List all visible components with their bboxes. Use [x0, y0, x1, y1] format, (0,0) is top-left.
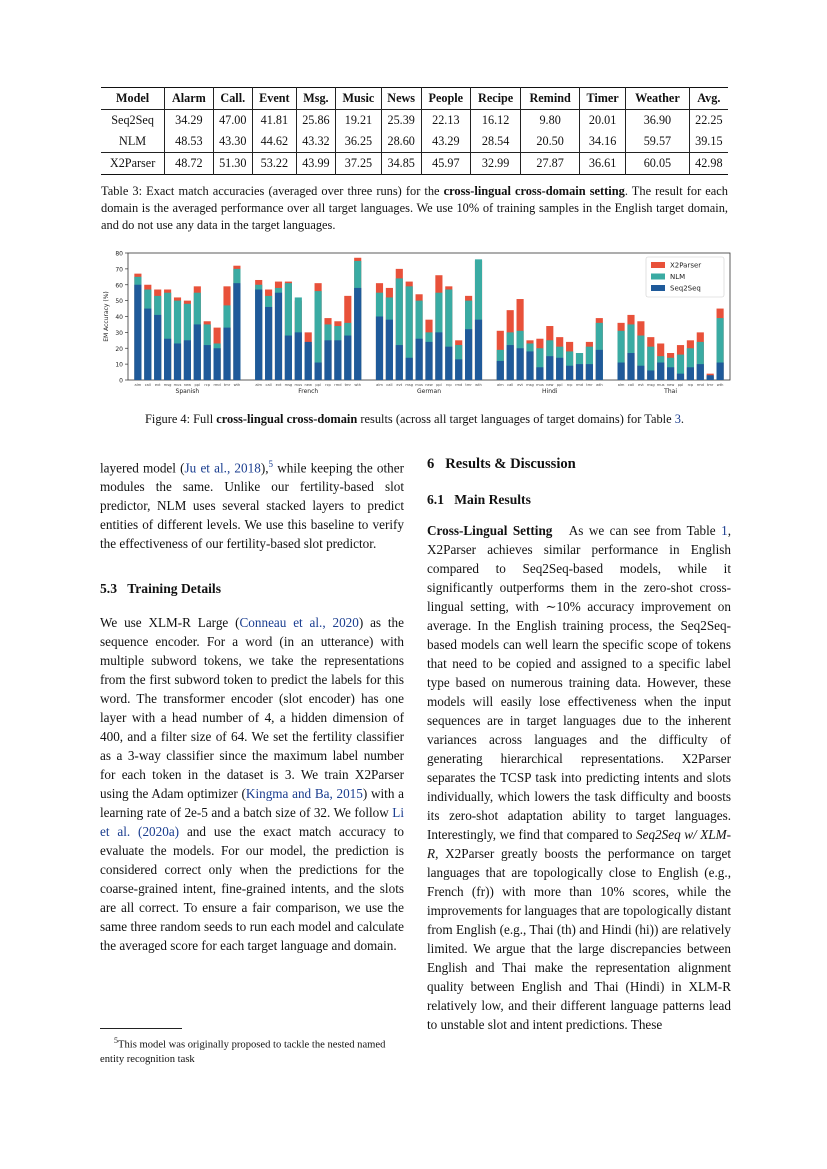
value-cell: 28.60 — [381, 131, 421, 153]
table-row — [101, 153, 728, 175]
x-tick-label: call — [265, 383, 272, 387]
value-cell: 48.72 — [165, 153, 213, 175]
x-tick-label: ppl — [556, 383, 563, 387]
language-label: German — [416, 388, 442, 395]
seq2seq-bar — [556, 358, 563, 380]
x-tick-label: mus — [294, 383, 303, 387]
x-tick-label: rmd — [213, 383, 221, 387]
x-tick-label: evt — [154, 383, 161, 387]
seq2seq-bar — [586, 364, 593, 380]
x-tick-label: msg — [646, 383, 655, 387]
left-column — [100, 455, 404, 955]
value-cell: 20.01 — [580, 110, 626, 132]
column-header: News — [381, 88, 421, 110]
value-cell: 47.00 — [213, 110, 252, 132]
x-tick-label: call — [144, 383, 151, 387]
seq2seq-bar — [174, 343, 181, 380]
seq2seq-bar — [566, 366, 573, 380]
legend-swatch — [651, 274, 665, 280]
x-tick-label: mus — [656, 383, 665, 387]
column-header: Remind — [521, 88, 580, 110]
y-tick-label: 70 — [115, 266, 123, 274]
x-tick-label: msg — [405, 383, 414, 387]
seq2seq-bar — [455, 359, 462, 380]
seq2seq-bar — [647, 370, 654, 380]
paragraph: Cross-Lingual Setting As we can see from Table 1, X2Parser achieves similar performance in English compared to Seq2Seq-based models, while it significantly outperforms them in the zero-shot cross-lingual setting, with ∼10% accuracy improvement on average. In the English training process, the Seq2Seq-based models can well learn the specific scope of tokens that need to be copied and assigned to a specific label type based on numerous training data. However, these models will easily lose effectiveness when the input sequences are in target languages due to the inherent variances across languages and the difficulty of generating hierarchical representations. X2Parser separates the TCSP task into predicting intents and slots individually, which lowers the task difficulty and boosts its zero-shot adaptation ability to target languages. Interestingly, we find that compared to Seq2Seq w/ XLM-R, X2Parser greatly boosts the performance on target languages that are topologically close to English (e.g., French (fr)) with more than 10% scores, while the improvements for languages that are topologically distant from English (e.g., Thai (th) and Hindi (hi)) are relatively limited. We argue that the large discrepancies between English and Thai make the representation alignment quality between English and Thai (Hindi) in XLM-R relatively low, and their different language patterns lead to unstable slot and intent predictions. These — [427, 523, 732, 1032]
seq2seq-bar — [194, 324, 201, 380]
seq2seq-bar — [445, 347, 452, 380]
seq2seq-bar — [637, 366, 644, 380]
seq2seq-bar — [717, 363, 724, 380]
value-cell: 43.30 — [213, 131, 252, 153]
seq2seq-bar — [265, 307, 272, 380]
legend-label: Seq2Seq — [670, 284, 701, 293]
seq2seq-bar — [627, 353, 634, 380]
value-cell: 36.61 — [580, 153, 626, 175]
table-ref-link[interactable]: 3 — [674, 412, 681, 426]
seq2seq-bar — [315, 363, 322, 380]
value-cell: 43.29 — [421, 131, 470, 153]
table-caption: Table 3: Exact match accuracies (averaged over three runs) for the cross-lingual cross-domain setting. The result for each domain is the averaged performance over all target languages. We use 10% of training samples in the English target domain, and do not use any data in the target languages. — [101, 184, 728, 232]
citation-link[interactable]: Conneau et al., 2020 — [239, 615, 359, 631]
model-name-cell: X2Parser — [101, 153, 165, 175]
x-tick-label: new — [666, 383, 675, 387]
y-tick-label: 0 — [119, 377, 123, 385]
value-cell: 32.99 — [470, 153, 520, 175]
x-tick-label: rcp — [566, 383, 573, 387]
y-tick-label: 50 — [115, 298, 123, 306]
x-tick-label: tmr — [586, 383, 593, 387]
seq2seq-bar — [475, 320, 482, 380]
seq2seq-bar — [707, 375, 714, 380]
footnote-marker[interactable]: 5 — [268, 459, 274, 469]
value-cell: 34.85 — [381, 153, 421, 175]
x-tick-label: rmd — [696, 383, 704, 387]
x-tick-label: evt — [638, 383, 644, 387]
column-header: Recipe — [470, 88, 520, 110]
column-header: Avg. — [689, 88, 728, 110]
seq2seq-bar — [526, 351, 533, 380]
x-tick-label: ppl — [194, 383, 201, 387]
x-tick-label: ppl — [315, 383, 321, 387]
value-cell: 53.22 — [253, 153, 297, 175]
x-tick-label: evt — [517, 383, 523, 387]
x-tick-label: mus — [536, 383, 544, 387]
value-cell: 19.21 — [336, 110, 382, 132]
seq2seq-bar — [425, 342, 432, 380]
x-tick-label: rmd — [334, 383, 342, 387]
value-cell: 36.90 — [626, 110, 689, 132]
y-axis-label: EM Accuracy (%) — [103, 291, 110, 342]
seq2seq-bar — [376, 317, 383, 381]
seq2seq-bar — [295, 332, 302, 380]
y-tick-label: 40 — [115, 314, 123, 321]
citation-link[interactable]: Ju et al., 2018 — [184, 460, 261, 476]
seq2seq-bar — [214, 348, 221, 380]
seq2seq-bar — [497, 361, 504, 380]
seq2seq-bar — [435, 332, 442, 380]
seq2seq-bar — [596, 350, 603, 380]
seq2seq-bar — [144, 309, 151, 380]
seq2seq-bar — [223, 328, 230, 380]
y-tick-label: 30 — [115, 329, 123, 337]
x-tick-label: ppl — [677, 383, 684, 387]
column-header: Timer — [580, 88, 626, 110]
x-tick-label: ppl — [436, 383, 442, 387]
x-tick-label: call — [627, 383, 635, 387]
x-tick-label: wth — [233, 383, 241, 387]
column-header: Music — [336, 88, 382, 110]
y-tick-label: 20 — [115, 345, 123, 353]
x-tick-label: tmr — [223, 383, 231, 387]
seq2seq-bar — [416, 339, 423, 380]
seq2seq-bar — [184, 340, 191, 380]
x-tick-label: rcp — [445, 383, 452, 387]
seq2seq-bar — [667, 367, 674, 380]
seq2seq-bar — [334, 340, 341, 380]
x-tick-label: wth — [716, 383, 724, 387]
seq2seq-bar — [517, 348, 524, 380]
column-header: Model — [101, 88, 165, 110]
y-tick-label: 10 — [115, 361, 123, 369]
seq2seq-bar — [687, 367, 694, 380]
value-cell: 45.97 — [421, 153, 470, 175]
legend-swatch — [651, 262, 665, 268]
value-cell: 42.98 — [689, 153, 728, 175]
table-row — [101, 110, 728, 132]
x-tick-label: rcp — [204, 383, 211, 387]
seq2seq-bar — [134, 285, 141, 380]
seq2seq-bar — [465, 329, 472, 380]
footnote-rule — [100, 1028, 182, 1029]
paragraph: layered model (Ju et al., 2018),$^5$ while keeping the other modules the same. Unlike our fertility-based slot predictor, NLM uses several stacked layers to predict entities of different levels. We use this baseline to verify the effectiveness of our fertility-based slot predictor. — [100, 459, 404, 552]
seq2seq-bar — [354, 288, 361, 380]
seq2seq-bar — [344, 336, 351, 380]
value-cell: 51.30 — [213, 153, 252, 175]
bar-chart — [98, 246, 734, 400]
seq2seq-bar — [324, 340, 331, 380]
x-tick-label: wth — [475, 383, 482, 387]
x-tick-label: tmr — [707, 383, 714, 387]
seq2seq-bar — [536, 367, 543, 380]
seq2seq-bar — [396, 345, 403, 380]
value-cell: 9.80 — [521, 110, 580, 132]
paragraph: We use XLM-R Large (Conneau et al., 2020) as the sequence encoder. For a word (in an utterance) with multiple subword tokens, we take the representations from the first subword token to predict the labels for this word. The transformer encoder (slot encoder) has one layer with a head number of 4, a hidden dimension of 400, and a filter size of 64. We set the fertility classifier as a 3-way classifier since the maximum label number for each token in the dataset is 3. We train X2Parser using the Adam optimizer (Kingma and Ba, 2015) with a learning rate of 2e-5 and a batch size of 32. We follow Li et al. (2020a) and use the exact match accuracy to evaluate the models. For our model, the prediction is considered correct only when the predictions for the coarse-grained intent, fine-grained intents, and the slots are all correct. To ensure a fair comparison, we use the same three random seeds to run each model and calculate the averaged score for each target language and domain. — [100, 615, 405, 954]
model-name-cell: Seq2Seq — [111, 113, 154, 127]
seq2seq-bar — [618, 363, 625, 380]
seq2seq-bar — [507, 345, 514, 380]
x-tick-label: msg — [526, 383, 534, 387]
seq2seq-bar — [204, 345, 211, 380]
seq2seq-bar — [697, 364, 704, 380]
citation-link[interactable]: Li et al. (2020a) — [100, 805, 404, 840]
seq2seq-bar — [275, 293, 282, 380]
x-tick-label: alm — [376, 383, 383, 387]
value-cell: 48.53 — [165, 131, 213, 153]
x-tick-label: rmd — [455, 383, 463, 387]
x-tick-label: mus — [173, 383, 182, 387]
x-tick-label: rcp — [325, 383, 331, 387]
x-tick-label: alm — [496, 383, 504, 387]
seq2seq-bar — [154, 315, 161, 380]
value-cell: 25.39 — [381, 110, 421, 132]
value-cell: 44.62 — [253, 131, 297, 153]
language-label: French — [298, 388, 319, 395]
value-cell: 43.32 — [296, 131, 335, 153]
language-label: Spanish — [175, 388, 200, 395]
x-tick-label: new — [304, 383, 312, 387]
seq2seq-bar — [546, 356, 553, 380]
value-cell: 34.29 — [165, 110, 213, 132]
value-cell: 60.05 — [626, 153, 689, 175]
seq2seq-bar — [233, 283, 240, 380]
citation-link[interactable]: Kingma and Ba, 2015 — [245, 786, 363, 802]
table-header-row — [101, 88, 728, 110]
footnote: $^5$This model was originally proposed to tackle the nested named entity recognition task — [100, 1036, 386, 1065]
value-cell: 27.87 — [521, 153, 580, 175]
section-heading: 5.3 Training Details — [100, 581, 221, 597]
x-tick-label: tmr — [465, 383, 472, 387]
seq2seq-bar — [576, 364, 583, 380]
legend-swatch — [651, 285, 665, 291]
value-cell: 34.16 — [580, 131, 626, 153]
value-cell: 16.12 — [470, 110, 520, 132]
x-tick-label: rcp — [687, 383, 694, 387]
x-tick-label: alm — [255, 383, 263, 387]
seq2seq-bar — [386, 320, 393, 380]
x-tick-label: new — [183, 383, 192, 387]
x-tick-label: msg — [284, 383, 293, 387]
x-tick-label: evt — [275, 383, 282, 387]
column-header: Call. — [213, 88, 252, 110]
value-cell: 39.15 — [689, 131, 728, 153]
x-tick-label: call — [507, 383, 514, 387]
column-header: Event — [253, 88, 297, 110]
value-cell: 22.25 — [689, 110, 728, 132]
table-ref-link[interactable]: 1 — [721, 523, 728, 538]
x-tick-label: alm — [617, 383, 625, 387]
x-tick-label: new — [425, 383, 433, 387]
value-cell: 25.86 — [296, 110, 335, 132]
section-heading: 6 Results & Discussion — [427, 456, 576, 472]
results-table — [101, 87, 728, 175]
x-tick-label: call — [386, 383, 393, 387]
x-tick-label: wth — [354, 383, 362, 387]
value-cell: 43.99 — [296, 153, 335, 175]
x-tick-label: wth — [595, 383, 603, 387]
language-label: Thai — [664, 388, 677, 395]
value-cell: 41.81 — [253, 110, 297, 132]
seq2seq-bar — [164, 339, 171, 380]
seq2seq-bar — [255, 290, 262, 380]
y-tick-label: 80 — [115, 250, 123, 258]
seq2seq-bar — [657, 363, 664, 380]
model-name-cell: NLM — [119, 134, 147, 148]
x-tick-label: evt — [396, 383, 403, 387]
legend-label: NLM — [670, 273, 686, 281]
value-cell: 36.25 — [336, 131, 382, 153]
x-tick-label: alm — [134, 383, 142, 387]
value-cell: 59.57 — [626, 131, 689, 153]
right-column — [427, 455, 731, 1034]
x-tick-label: msg — [163, 383, 172, 387]
seq2seq-bar — [677, 374, 684, 380]
language-label: Hindi — [542, 388, 558, 395]
y-tick-label: 60 — [115, 282, 123, 290]
figure-caption: Figure 4: Full cross-lingual cross-domain results (across all target languages of target domains) for Table 3. — [144, 412, 684, 426]
x-tick-label: rmd — [575, 383, 584, 387]
value-cell: 28.54 — [470, 131, 520, 153]
x-tick-label: new — [546, 383, 554, 387]
value-cell: 20.50 — [521, 131, 580, 153]
value-cell: 37.25 — [336, 153, 382, 175]
x-tick-label: mus — [415, 383, 423, 387]
table-row — [101, 131, 728, 153]
value-cell: 22.13 — [421, 110, 470, 132]
column-header: Msg. — [296, 88, 335, 110]
seq2seq-bar — [305, 342, 312, 380]
column-header: Alarm — [165, 88, 213, 110]
legend-label: X2Parser — [670, 261, 702, 270]
seq2seq-bar — [285, 336, 292, 380]
column-header: Weather — [626, 88, 689, 110]
x-tick-label: tmr — [344, 383, 352, 387]
subsection-heading: 6.1 Main Results — [427, 492, 531, 507]
seq2seq-bar — [406, 358, 413, 380]
column-header: People — [421, 88, 470, 110]
